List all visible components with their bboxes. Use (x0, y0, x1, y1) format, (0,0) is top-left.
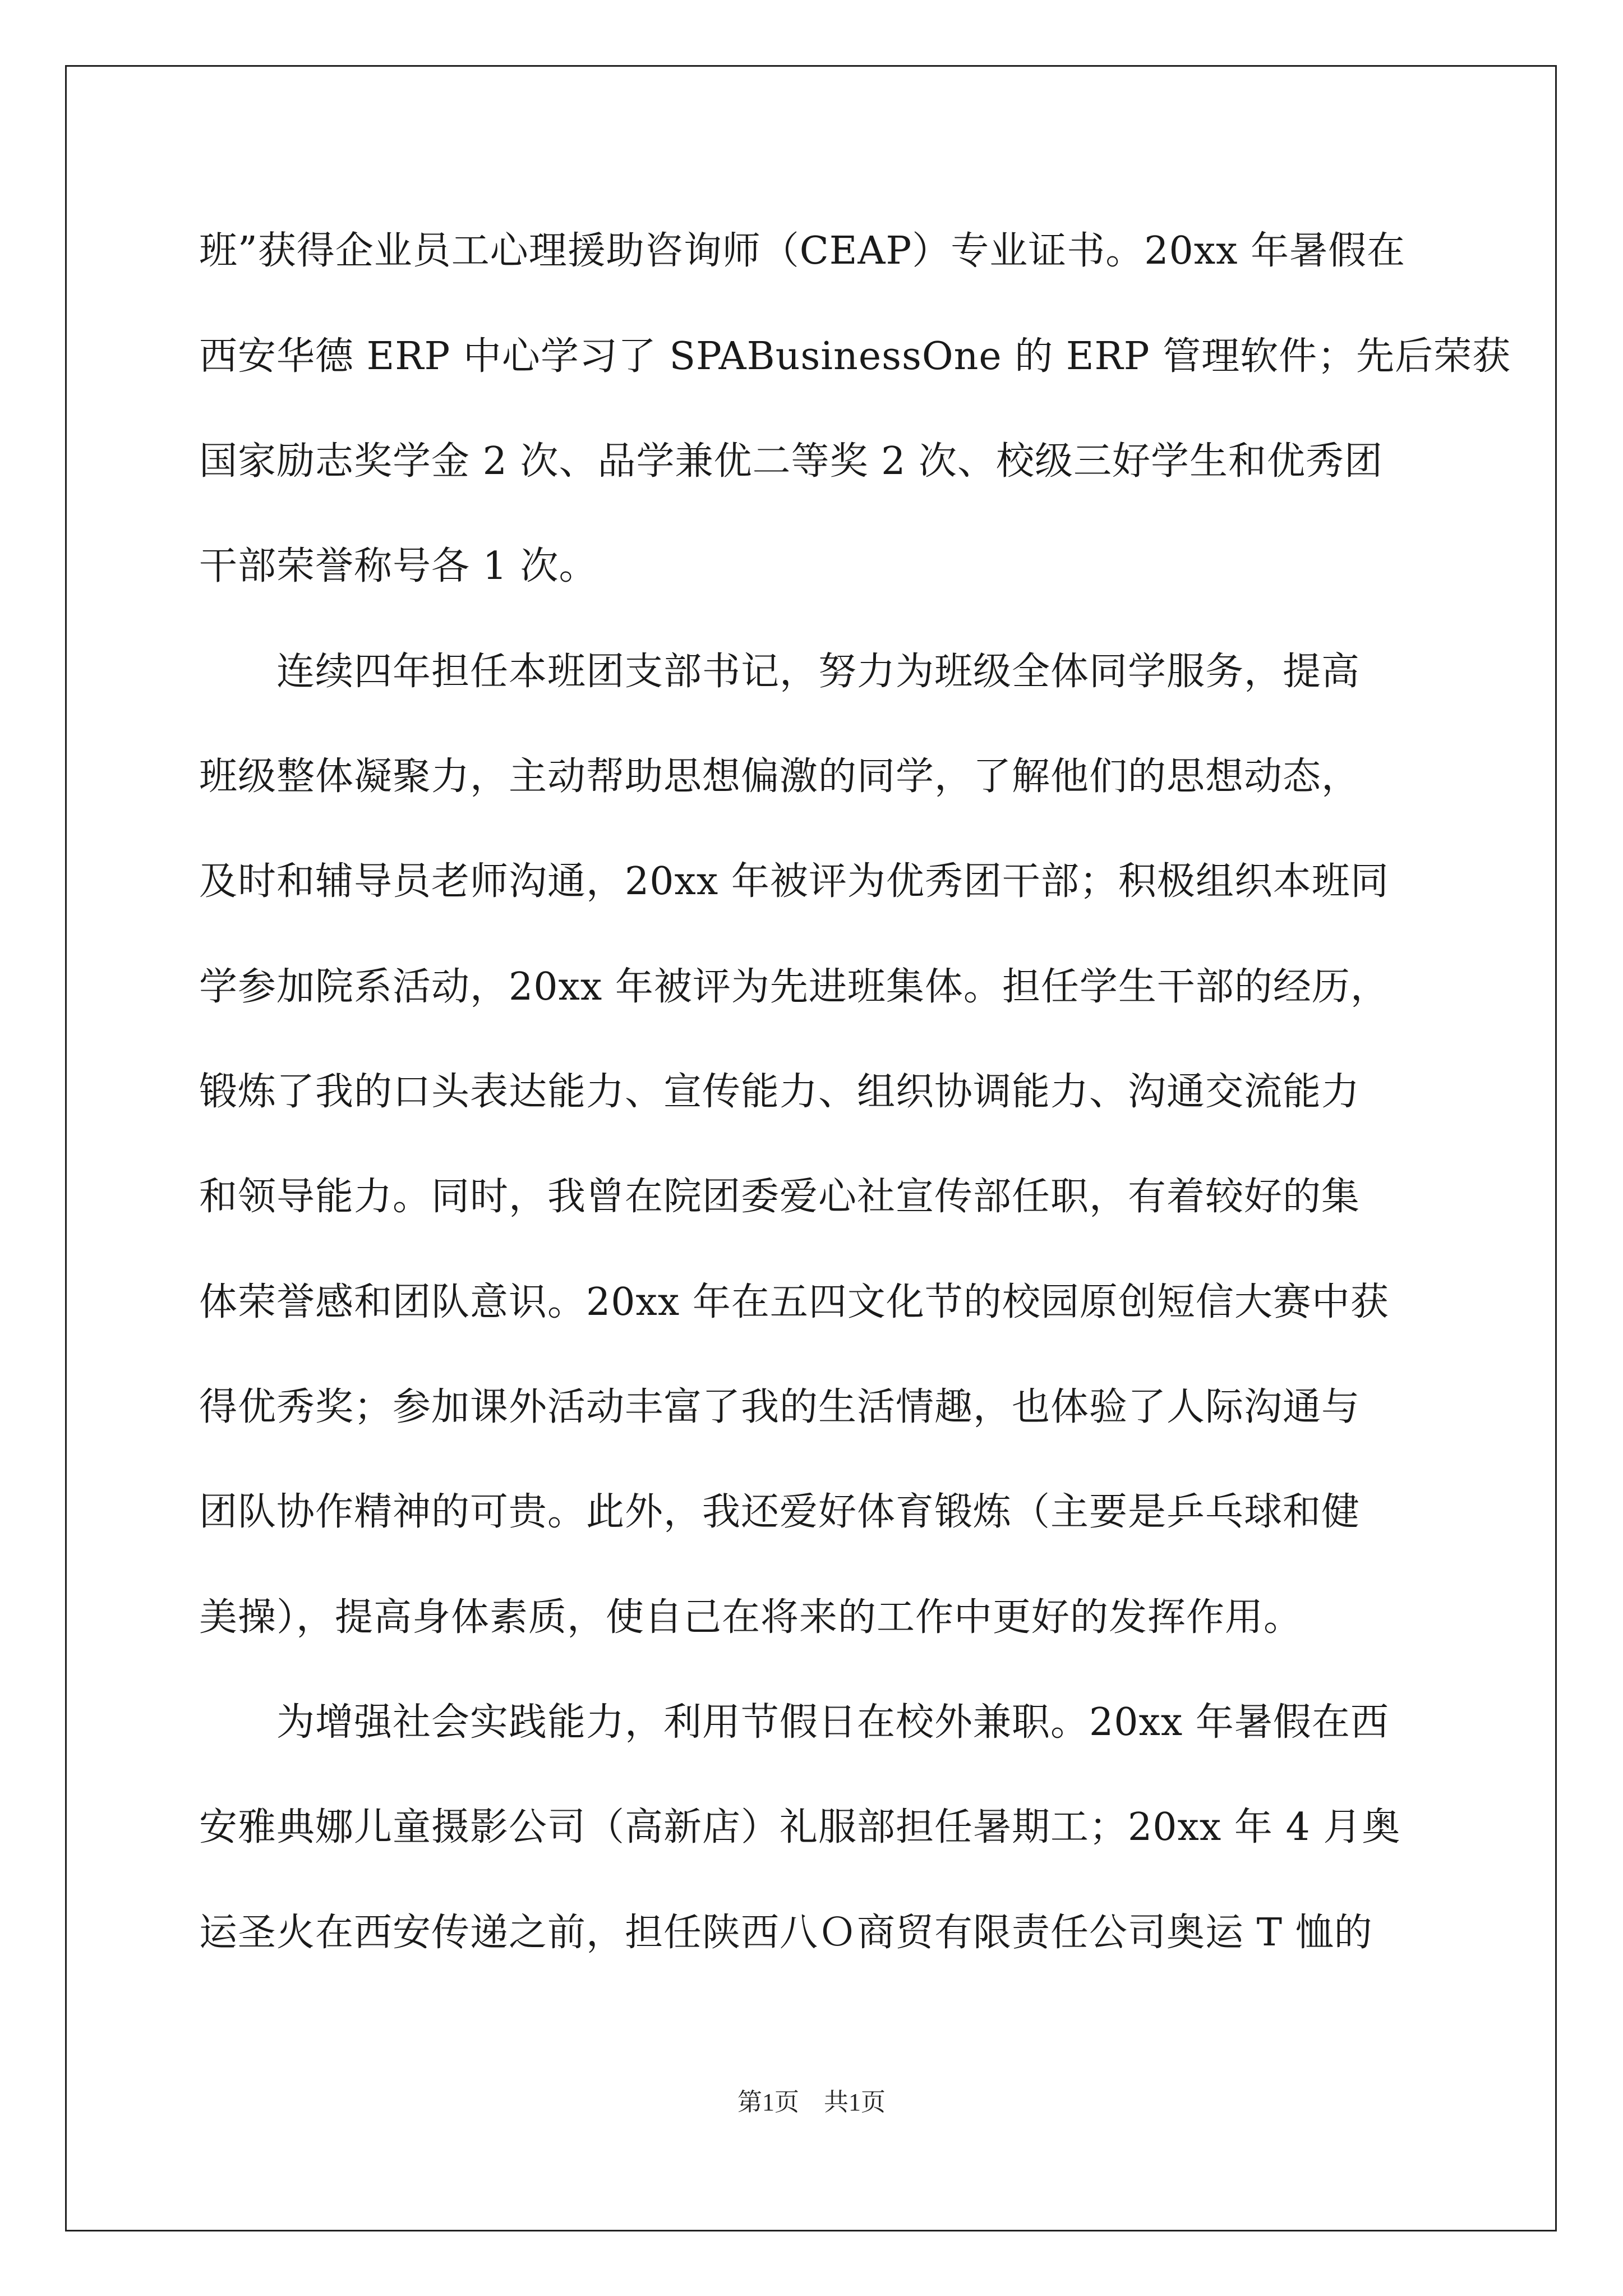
page-border (65, 65, 1557, 2231)
text-line: 得优秀奖；参加课外活动丰富了我的生活情趣，也体验了人际沟通与 (199, 1385, 1361, 1429)
text-line: 安雅典娜儿童摄影公司（高新店）礼服部担任暑期工；20xx 年 4 月奥 (199, 1805, 1401, 1849)
text-line: 和领导能力。同时，我曾在院团委爱心社宣传部任职，有着较好的集 (199, 1175, 1361, 1219)
text-line: 干部荣誉称号各 1 次。 (199, 544, 598, 588)
text-line: 锻炼了我的口头表达能力、宣传能力、组织协调能力、沟通交流能力 (199, 1070, 1361, 1114)
text-line: 及时和辅导员老师沟通，20xx 年被评为优秀团干部；积极组织本班同 (199, 859, 1389, 904)
text-line: 美操），提高身体素质，使自己在将来的工作中更好的发挥作用。 (199, 1595, 1303, 1640)
text-line: 国家励志奖学金 2 次、品学兼优二等奖 2 次、校级三好学生和优秀团 (199, 439, 1383, 484)
text-line: 西安华德 ERP 中心学习了 SPABusinessOne 的 ERP 管理软件；先后荣获 (199, 334, 1511, 379)
page-footer: 第1页 共1页 (737, 2088, 886, 2116)
text-line: 班”获得企业员工心理援助咨询师（CEAP）专业证书。20xx 年暑假在 (199, 229, 1406, 273)
text-line: 体荣誉感和团队意识。20xx 年在五四文化节的校园原创短信大赛中获 (199, 1280, 1389, 1324)
text-line: 学参加院系活动，20xx 年被评为先进班集体。担任学生干部的经历， (199, 965, 1389, 1009)
text-line: 团队协作精神的可贵。此外，我还爱好体育锻炼（主要是乒乓球和健 (199, 1490, 1361, 1534)
text-line: 连续四年担任本班团支部书记，努力为班级全体同学服务，提高 (199, 650, 1361, 694)
text-line: 运圣火在西安传递之前，担任陕西八Ｏ商贸有限责任公司奥运 T 恤的 (199, 1911, 1373, 1955)
text-line: 为增强社会实践能力，利用节假日在校外兼职。20xx 年暑假在西 (199, 1700, 1389, 1745)
text-line: 班级整体凝聚力，主动帮助思想偏激的同学，了解他们的思想动态， (199, 754, 1361, 799)
